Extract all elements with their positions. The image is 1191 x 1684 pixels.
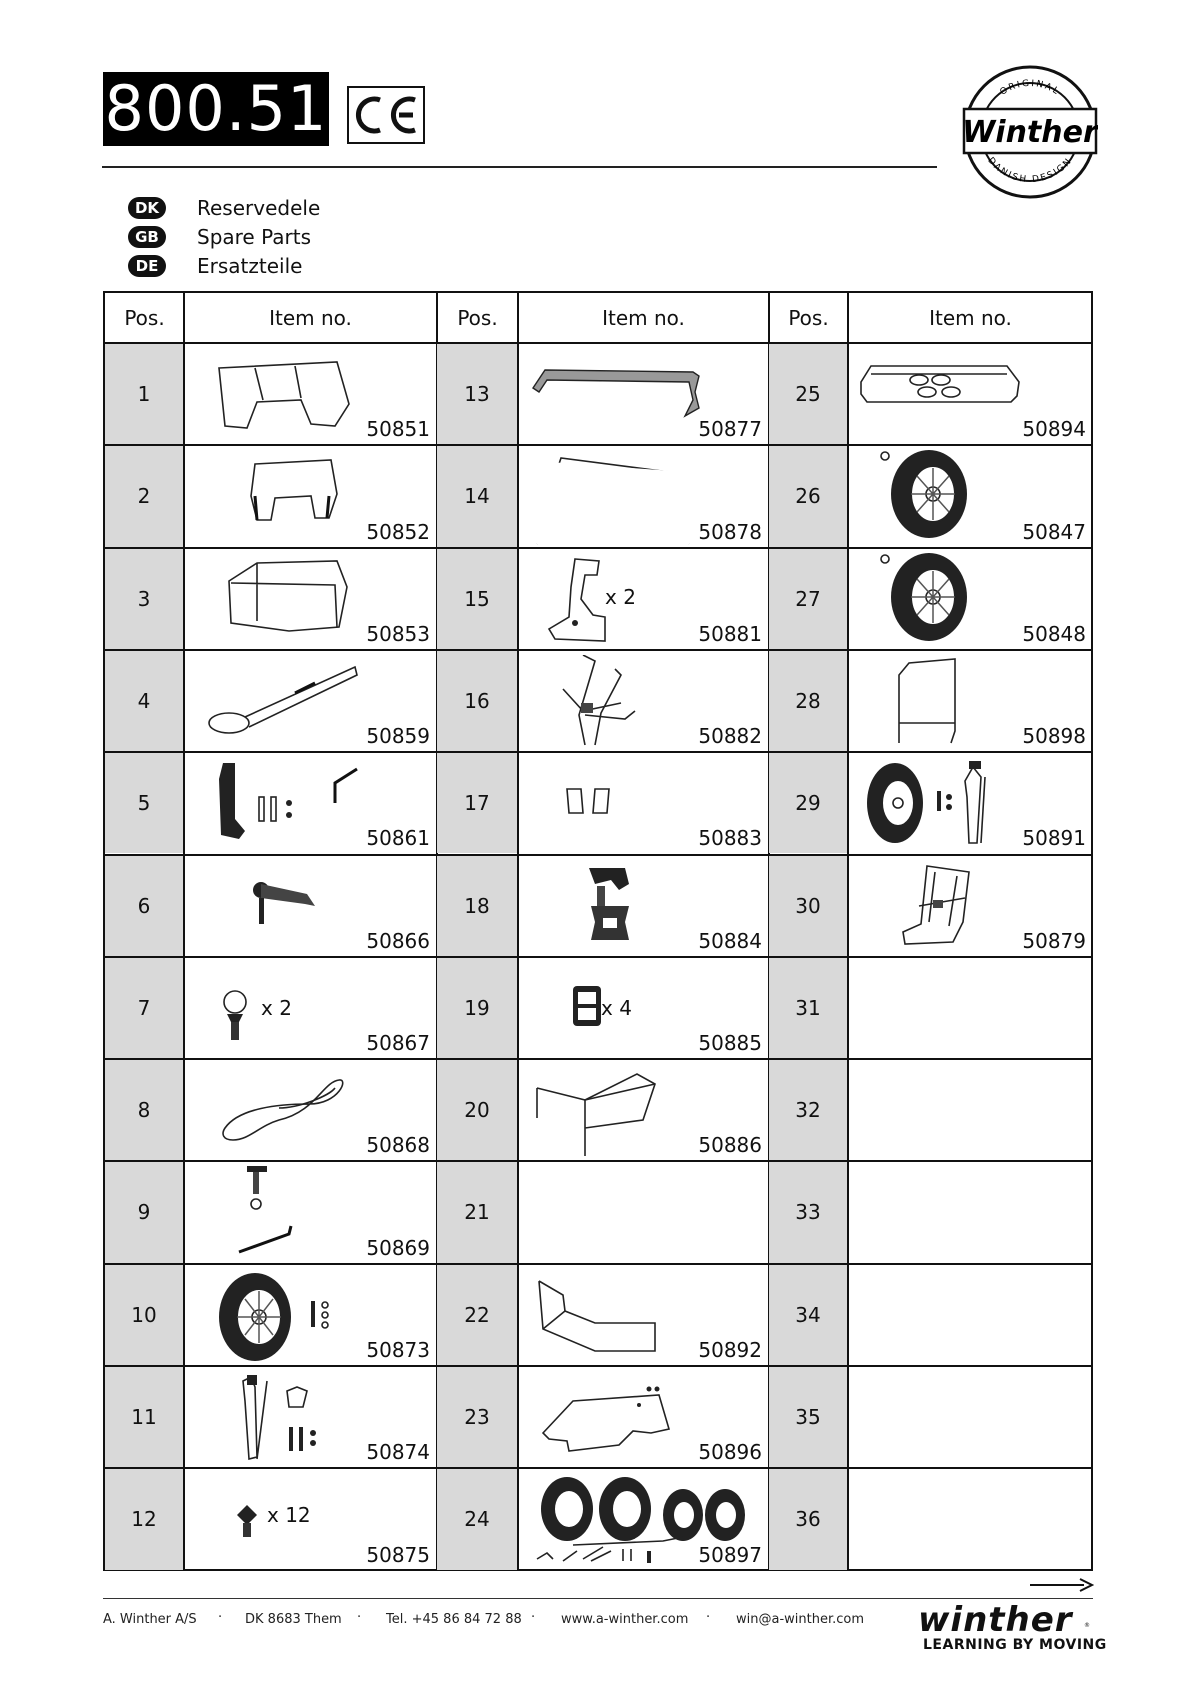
pos-cell: 21 [437,1162,517,1262]
handle-bar-icon [529,360,703,424]
wheel-with-cap-icon [879,448,971,546]
ball-knob-icon [221,988,249,1046]
item-cell [519,1367,768,1467]
item-cell [849,958,1092,1058]
footer-address: DK 8683 Them [245,1612,342,1627]
item-cell [519,1265,768,1365]
item-cell [185,446,436,546]
item-cell [519,1469,768,1569]
item-cell [185,856,436,956]
item-cell [185,1162,436,1262]
item-cell [185,1265,436,1365]
header-divider [102,166,937,168]
item-number: 50897 [698,1542,762,1567]
pos-cell: 28 [769,651,847,751]
strap-icon [205,653,361,741]
item-cell [519,446,768,546]
header-pos-2: Pos. [457,306,498,330]
item-cell [849,856,1092,956]
pos-cell: 23 [437,1367,517,1467]
footer-separator: · [706,1610,711,1625]
winther-logo [962,64,1098,204]
lang-badge-gb: GB [128,226,166,248]
item-cell [849,549,1092,649]
wheel-icon [215,1269,331,1365]
clamp-lever-icon [247,870,319,930]
push-rivet-icon [233,1501,261,1543]
pos-cell: 18 [437,856,517,956]
floor-plate-icon [539,1385,675,1459]
item-cell [185,549,436,649]
lang-label-dk: Reservedele [197,196,321,220]
pos-cell: 36 [769,1469,847,1569]
registered-mark: ® [1084,1622,1090,1629]
hitch-kit-icon [205,759,365,847]
side-plate-icon [545,557,609,647]
item-number: 50884 [698,928,762,953]
footer-separator: · [531,1610,536,1625]
lang-label-de: Ersatzteile [197,254,303,278]
item-cell [185,958,436,1058]
lang-badge-dk: DK [128,197,166,219]
item-cell [185,1367,436,1467]
pos-cell: 25 [769,344,847,444]
item-cell [519,1060,768,1160]
item-number: 50875 [366,1542,430,1567]
ce-mark-icon [347,86,425,144]
svg-text:Winther: Winther [962,115,1098,150]
item-cell [519,958,768,1058]
item-cell [185,344,436,444]
fork-icon [227,1371,319,1467]
seat-frame-wide-icon [217,557,353,639]
item-cell [849,1367,1092,1467]
model-number: 800.51 [104,72,328,145]
brand-tagline: LEARNING BY MOVING [923,1637,1107,1653]
item-number: 50874 [366,1440,430,1465]
svg-text:ORIGINAL: ORIGINAL [998,78,1062,98]
item-number: 50869 [366,1235,430,1260]
basket-icon [531,1064,659,1164]
buckle-icon [575,864,635,948]
item-number: 50892 [698,1337,762,1362]
pos-cell: 5 [105,753,183,853]
item-number: 50881 [698,621,762,646]
pos-cell: 3 [105,549,183,649]
cup-tray-icon [857,358,1023,410]
next-page-arrow-icon [1030,1577,1094,1597]
pos-cell: 30 [769,856,847,956]
header-pos-1: Pos. [124,306,165,330]
quantity-label: x 4 [601,995,632,1020]
pos-cell: 33 [769,1162,847,1262]
item-cell [519,753,768,853]
header-item-3: Item no. [929,306,1012,330]
frame-bar-icon [533,448,693,552]
footer-separator: · [218,1610,223,1625]
item-number: 50852 [366,519,430,544]
quantity-label: x 2 [605,584,636,609]
item-number: 50851 [366,417,430,442]
pos-cell: 15 [437,549,517,649]
item-number: 50853 [366,621,430,646]
pos-cell: 6 [105,856,183,956]
seat-with-harness-icon [899,862,973,952]
footer-divider [103,1598,1093,1599]
pos-cell: 9 [105,1162,183,1262]
lang-badge-de: DE [128,255,166,277]
item-number: 50894 [1022,417,1086,442]
item-cell [519,651,768,751]
item-number: 50886 [698,1133,762,1158]
item-number: 50867 [366,1031,430,1056]
pos-cell: 13 [437,344,517,444]
lang-label-gb: Spare Parts [197,225,311,249]
item-cell [849,1162,1092,1262]
item-cell [185,1060,436,1160]
item-cell [519,1162,768,1262]
pos-cell: 22 [437,1265,517,1365]
item-number: 50877 [698,417,762,442]
footer-phone: Tel. +45 86 84 72 88 [386,1612,522,1627]
pads-icon [563,785,613,821]
item-number: 50883 [698,826,762,851]
header-item-1: Item no. [269,306,352,330]
bracket-icon [569,982,605,1034]
item-number: 50873 [366,1337,430,1362]
item-cell [519,344,768,444]
item-number: 50866 [366,928,430,953]
item-number: 50885 [698,1031,762,1056]
pos-cell: 19 [437,958,517,1058]
item-number: 50868 [366,1133,430,1158]
pos-cell: 4 [105,651,183,751]
item-cell [519,549,768,649]
pos-cell: 20 [437,1060,517,1160]
header-pos-3: Pos. [788,306,829,330]
pos-cell: 32 [769,1060,847,1160]
quantity-label: x 2 [261,995,292,1020]
backrest-frame-icon [895,657,959,751]
footer-email[interactable]: win@a-winther.com [736,1612,865,1627]
item-cell [185,651,436,751]
pos-cell: 34 [769,1265,847,1365]
pos-cell: 12 [105,1469,183,1569]
item-number: 50848 [1022,621,1086,646]
item-number: 50896 [698,1440,762,1465]
footer-website[interactable]: www.a-winther.com [561,1612,689,1627]
item-cell [519,856,768,956]
pos-cell: 27 [769,549,847,649]
pos-cell: 29 [769,753,847,853]
pos-cell: 14 [437,446,517,546]
brand-wordmark: winther [918,1600,1073,1640]
item-cell [185,1469,436,1569]
item-number: 50861 [366,826,430,851]
header-item-2: Item no. [602,306,685,330]
item-cell [849,1469,1092,1569]
pos-cell: 11 [105,1367,183,1467]
pos-cell: 8 [105,1060,183,1160]
wheel-with-cap-icon [879,551,971,649]
pos-cell: 35 [769,1367,847,1467]
item-cell [849,753,1092,853]
quantity-label: x 12 [267,1503,311,1528]
wheel-and-fork-icon [865,757,989,853]
pos-cell: 10 [105,1265,183,1365]
harness-icon [555,655,639,751]
footer-separator: · [357,1610,362,1625]
rubber-band-icon [219,1074,351,1148]
pos-cell: 24 [437,1469,517,1569]
pos-cell: 17 [437,753,517,853]
item-cell [185,753,436,853]
seat-frame-small-icon [231,456,341,528]
item-cell [849,344,1092,444]
item-cell [849,1265,1092,1365]
item-number: 50879 [1022,928,1086,953]
tray-icon [535,1277,659,1359]
item-number: 50882 [698,724,762,749]
item-number: 50847 [1022,519,1086,544]
pos-cell: 1 [105,344,183,444]
item-number: 50859 [366,724,430,749]
pos-cell: 16 [437,651,517,751]
item-cell [849,1060,1092,1160]
svg-text:DANISH DESIGN: DANISH DESIGN [985,155,1075,186]
item-cell [849,446,1092,546]
spare-parts-table [103,291,1093,1571]
pos-cell: 7 [105,958,183,1058]
item-cell [849,651,1092,751]
pos-cell: 31 [769,958,847,1058]
pos-cell: 26 [769,446,847,546]
screw-and-key-icon [235,1164,295,1260]
footer-company: A. Winther A/S [103,1612,197,1627]
seat-frame-icon [215,354,355,438]
item-number: 50898 [1022,724,1086,749]
item-number: 50878 [698,519,762,544]
item-number: 50891 [1022,826,1086,851]
pos-cell: 2 [105,446,183,546]
